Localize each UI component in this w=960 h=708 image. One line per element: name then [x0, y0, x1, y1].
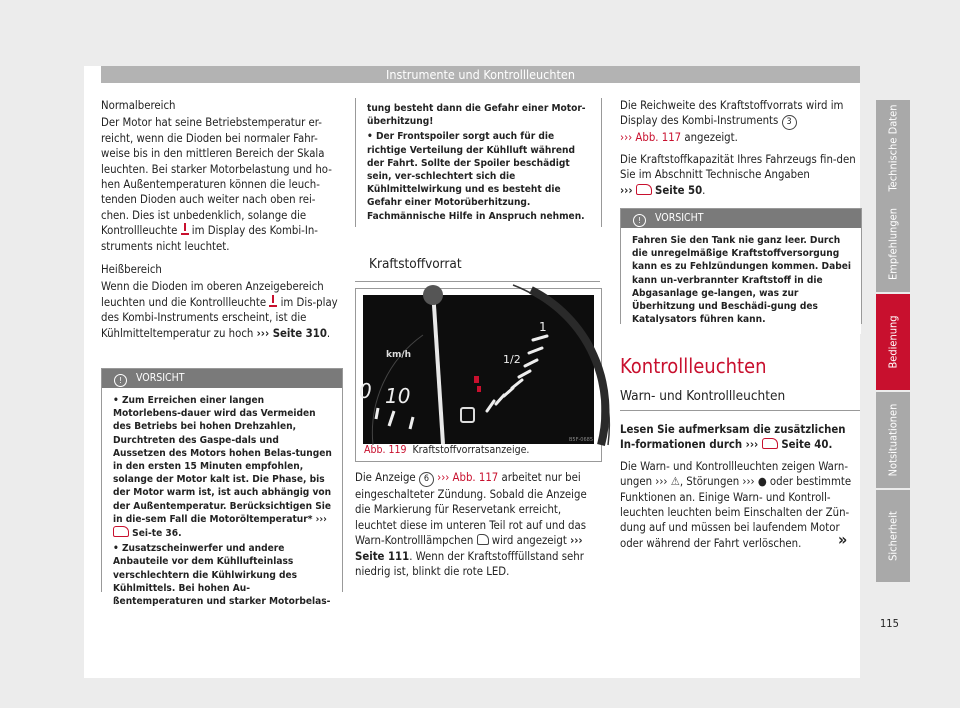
text: Fahren Sie den Tank nie ganz leer. Durch die unregelmäßige Kraftstoffversorgung kann es zu Fehlzündungen kommen. Dabei kann un-verbrannter Kraftstoff in die Abgasanlage ge-langen, was zur Überhitzung und Beschädi-gung des Katalysators führen kann.: [632, 235, 851, 326]
page-header: Instrumente und Kontrollleuchten: [101, 66, 860, 83]
coolant-temp-icon: [181, 223, 189, 235]
column-3: [620, 98, 860, 204]
text: Lesen Sie aufmerksam die zusätzlichen In-formationen durch ›››: [620, 423, 846, 452]
callout-number: 6: [419, 472, 434, 487]
car-icon: [762, 438, 778, 449]
text: Wenn die Dioden im oberen Anzeigebereich leuchten und die Kontrollleuchte: [101, 280, 324, 309]
text: Zusatzscheinwerfer und andere Anbauteile vor dem Kühllufteinlass verschlechtern die Kühlwirkung des Kühlmittels. Bei hohen Au-ßentemperaturen und starker Motorbelas-: [113, 543, 331, 608]
text: Die Warn- und Kontrollleuchten zeigen Warn-ungen ›››: [620, 459, 848, 489]
tab-bedienung[interactable]: [876, 294, 910, 390]
column-2-text: [355, 470, 600, 585]
heading-normalbereich: Normalbereich: [101, 99, 176, 112]
tab-label: Empfehlungen: [886, 208, 900, 280]
figure-link[interactable]: ››› Abb. 117: [620, 131, 682, 145]
tab-label: Technische Daten: [886, 104, 900, 192]
caution-body: [102, 388, 342, 616]
text: tung besteht dann die Gefahr einer Motor-überhitzung!: [367, 103, 586, 128]
gauge-label-kmh: km/h: [386, 350, 412, 360]
info-icon: !: [114, 374, 127, 387]
paragraph: [620, 98, 860, 146]
tab-empfehlungen[interactable]: [876, 196, 910, 292]
paragraph: Die Kraftstoffkapazität Ihres Fahrzeugs fin-den Sie im Abschnitt Technische Angaben ››› Seite 50.: [620, 152, 856, 197]
caution-box-continued: [355, 98, 602, 227]
caution-body: [356, 98, 601, 231]
heading-heissbereich: Heißbereich: [101, 263, 162, 277]
text: oder bestimmte Funktionen an. Einige Warn- und Kontroll-leuchten leuchten beim Einschalten der Zün-dung auf und müssen bei laufendem Motor oder während der Fahrt verlöschen.: [620, 475, 852, 550]
paragraph: [101, 115, 341, 254]
text: . Wenn der Kraftstofffüllstand sehr niedrig ist, blinkt die rote LED.: [355, 549, 584, 579]
bullet: • Zusatzscheinwerfer und andere Anbauteile vor dem Kühllufteinlass verschlechtern die Kühlwirkung des Kühlmittels. Bei hohen Au-ßentemperaturen und starker Motorbelas-: [113, 543, 331, 608]
figure-label: Abb. 119: [364, 444, 407, 456]
paragraph: Lesen Sie aufmerksam die zusätzlichen In-formationen durch ››› Seite 40.: [620, 423, 846, 452]
caption-text: Kraftstoffvorratsanzeige.: [412, 444, 530, 456]
paragraph: [355, 470, 600, 579]
text: Die Reichweite des Kraftstoffvorrats wird im Display des Kombi-Instruments: [620, 99, 844, 128]
page-link[interactable]: Seite 40: [781, 438, 829, 452]
tab-sicherheit[interactable]: [876, 490, 910, 582]
warning-triangle-icon: ⚠: [670, 475, 680, 489]
column-1: [101, 98, 341, 347]
callout-number: 3: [782, 115, 797, 130]
caution-box: [101, 368, 343, 608]
text: Der Motor hat seine Betriebstemperatur er-reicht, wenn die Dioden bei normaler Fahr-weise bis in den mittleren Bereich der Skala leuchten. Bei starker Motorbelastung und ho-hen Außentemperaturen können die leuch-tenden Dioden auch weiter nach oben rei-chen. Dies ist unbedenklich, solange die Kontrollleuchte: [101, 116, 332, 238]
figure-link[interactable]: ››› Abb. 117: [437, 471, 499, 484]
gauge-label-full: 1: [539, 320, 547, 334]
text: Der Frontspoiler sorgt auch für die richtige Verteilung der Kühlluft während der Fahrt. Sollte der Spoiler beschädigt sein, ver-schlechtert sich die Kühlmittelwirkung und es besteht die Gefahr einer Motorüberhitzung. Fachmännische Hilfe in Anspruch nehmen.: [367, 131, 585, 222]
paragraph: Wenn die Dioden im oberen Anzeigebereich leuchten und die Kontrollleuchte im Dis-play des Kombi-Instruments erscheint, ist die Kühlmitteltemperatur zu hoch ››› Seite 310.: [101, 280, 338, 340]
info-icon: !: [633, 214, 646, 227]
column-3-lower: [620, 422, 860, 557]
text: wird angezeigt: [491, 534, 567, 548]
page-link[interactable]: Seite 50: [655, 183, 703, 197]
page-link[interactable]: ››› Seite 310: [256, 326, 327, 340]
bullet: • Zum Erreichen einer langen Motorlebens-dauer wird das Vermeiden des Betriebs bei hohen Drehzahlen, Durchtreten des Gaspe-dals und Aussetzen des Motors hohen Belas-tungen in den ersten 15 Minuten empfohlen, solange der Motor kalt ist. Die Phase, bis der Motor warm ist, ist auch abhängig von der Außentemperatur. Berücksichtigen Sie in die-sem Fall die Motoröltemperatur* ››› Sei-te 36.: [113, 395, 332, 540]
gauge-label-10: 10: [385, 384, 411, 408]
text: Zum Erreichen einer langen Motorlebens-dauer wird das Vermeiden des Betriebs bei hohen Drehzahlen, Durchtreten des Gaspe-dals und Aussetzen des Motors hohen Belas-tungen in den ersten 15 Minuten empfohlen, solange der Motor kalt ist. Die Phase, bis der Motor warm ist, ist auch abhängig von der Außentemperatur. Berücksichtigen Sie in die-sem Fall die Motoröltemperatur* ›››: [113, 395, 332, 525]
caution-title: VORSICHT: [655, 212, 704, 224]
image-code: B5F-0685: [569, 437, 594, 443]
caution-header: [102, 369, 342, 388]
text: Die Kraftstoffkapazität Ihres Fahrzeugs fin-den Sie im Abschnitt Technische Angaben: [620, 152, 856, 182]
bullet: • Der Frontspoiler sorgt auch für die richtige Verteilung der Kühlluft während der Fahrt. Sollte der Spoiler beschädigt sein, ver-schlechtert sich die Kühlmittelwirkung und es besteht die Gefahr einer Motorüberhitzung. Fachmännische Hilfe in Anspruch nehmen.: [367, 131, 585, 222]
tab-notsituationen[interactable]: [876, 392, 910, 488]
chapter-title: Kontrollleuchten: [620, 354, 767, 378]
divider: [355, 281, 600, 282]
figure-caption: [364, 444, 529, 456]
divider: [620, 410, 860, 411]
text: , Störungen ›››: [679, 475, 755, 489]
text: angezeigt.: [684, 131, 738, 145]
caution-body: [621, 228, 861, 334]
continue-marker: »: [838, 530, 848, 549]
text: arbeitet nur bei eingeschalteter Zündung. Sobald die Anzeige die Markierung für Reservetank erreicht, leuchtet diese im unteren Teil rot auf und das Warn-Kontrolllämpchen: [355, 471, 587, 548]
text: im Display des Kombi-In-struments nicht leuchtet.: [101, 224, 318, 253]
caution-box: [620, 208, 862, 324]
paragraph: [620, 459, 860, 551]
tab-label: Bedienung: [886, 315, 900, 369]
caution-title: VORSICHT: [136, 372, 185, 384]
tab-technische-daten[interactable]: [876, 100, 910, 196]
tab-label: Notsituationen: [886, 403, 900, 477]
tab-label: Sicherheit: [886, 511, 900, 561]
page-link[interactable]: ››› Seite 111: [355, 534, 583, 563]
car-icon: [636, 184, 652, 195]
text: im Dis-play des Kombi-Instruments erscheint, ist die Kühlmitteltemperatur zu hoch: [101, 295, 338, 340]
text: Die Anzeige: [355, 471, 416, 484]
coolant-temp-icon: [269, 295, 277, 307]
info-circle-icon: ●: [757, 475, 767, 489]
fuel-gauge-photo: [359, 295, 594, 444]
caution-header: [621, 209, 861, 228]
figure: [355, 288, 602, 462]
subsection-title: Warn- und Kontrollleuchten: [620, 388, 786, 404]
gauge-label-half: 1/2: [503, 353, 521, 366]
section-title: Kraftstoffvorrat: [369, 256, 462, 272]
page-number: 115: [880, 617, 899, 630]
car-icon: [113, 526, 129, 537]
svg-text:0: 0: [359, 379, 372, 403]
page-link[interactable]: Sei-te 36: [132, 528, 179, 540]
fuel-icon: [477, 534, 489, 545]
